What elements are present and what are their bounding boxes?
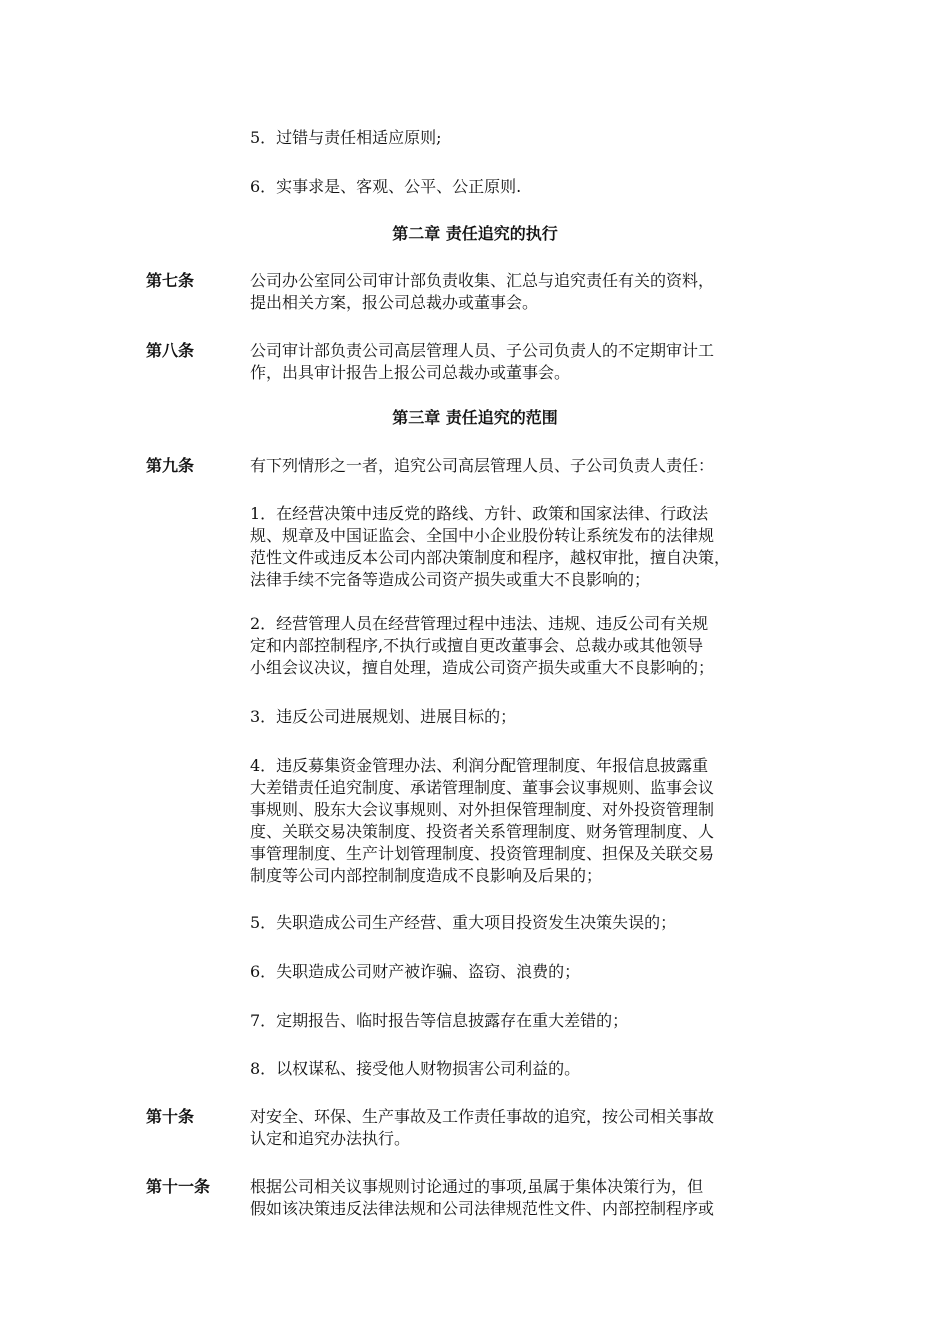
article-9-item-7 (250, 1010, 820, 1032)
text-line: 大差错责任追究制度、承诺管理制度、董事会议事规则、监事会议 (250, 778, 715, 797)
text-line: 2．经营管理人员在经营管理过程中违法、违规、违反公司有关规 (250, 614, 709, 633)
text-line: 7．定期报告、临时报告等信息披露存在重大差错的； (250, 1011, 629, 1030)
article-8-label: 第八条 (146, 341, 195, 360)
text-line: 公司办公室同公司审计部负责收集、汇总与追究责任有关的资料， (250, 271, 715, 290)
text-line: 事管理制度、生产计划管理制度、投资管理制度、担保及关联交易 (250, 844, 715, 863)
article-9-item-1 (250, 503, 820, 591)
article-9-item-4 (250, 755, 820, 887)
article-9-item-2 (250, 613, 820, 679)
principle-item-5: 5．过错与责任相适应原则; (250, 128, 442, 147)
text-line: 度、关联交易决策制度、投资者关系管理制度、财务管理制度、人 (250, 822, 715, 841)
text-line: 事规则、股东大会议事规则、对外担保管理制度、对外投资管理制 (250, 800, 715, 819)
text-line: 3．违反公司进展规划、进展目标的； (250, 707, 517, 726)
article-9-item-5 (250, 912, 820, 934)
article-9-label: 第九条 (146, 456, 195, 475)
article-9-item-6 (250, 961, 820, 983)
article-11-label: 第十一条 (146, 1177, 211, 1196)
article-8-text (250, 340, 820, 384)
text-line: 8．以权谋私、接受他人财物损害公司利益的。 (250, 1059, 581, 1078)
article-10-text (250, 1106, 820, 1150)
text-line: 6．失职造成公司财产被诈骗、盗窃、浪费的； (250, 962, 581, 981)
article-7-text (250, 270, 820, 314)
article-9-item-3 (250, 706, 820, 728)
article-10-label: 第十条 (146, 1107, 195, 1126)
chapter-2-title: 第二章 责任追究的执行 (392, 224, 558, 243)
text-line: 假如该决策违反法律法规和公司法律规范性文件、内部控制程序或 (250, 1199, 715, 1218)
text-line: 小组会议决议，擅自处理，造成公司资产损失或重大不良影响的； (250, 658, 715, 677)
text-line: 范性文件或违反本公司内部决策制度和程序，越权审批，擅自决策， (250, 548, 731, 567)
text-line: 规、规章及中国证监会、全国中小企业股份转让系统发布的法律规 (250, 526, 715, 545)
text-line: 4．违反募集资金管理办法、利润分配管理制度、年报信息披露重 (250, 756, 709, 775)
text-line: 对安全、环保、生产事故及工作责任事故的追究，按公司相关事故 (250, 1107, 715, 1126)
text-line: 提出相关方案，报公司总裁办或董事会。 (250, 293, 539, 312)
text-line: 定和内部控制程序,不执行或擅自更改董事会、总裁办或其他领导 (250, 636, 704, 655)
text-line: 制度等公司内部控制制度造成不良影响及后果的； (250, 866, 603, 885)
article-7-label: 第七条 (146, 271, 195, 290)
text-line: 5．失职造成公司生产经营、重大项目投资发生决策失误的； (250, 913, 677, 932)
text-line: 根据公司相关议事规则讨论通过的事项,虽属于集体决策行为，但 (250, 1177, 704, 1196)
principle-item-6: 6．实事求是、客观、公平、公正原则. (250, 177, 522, 196)
text-line: 1．在经营决策中违反党的路线、方针、政策和国家法律、行政法 (250, 504, 709, 523)
article-11-text (250, 1176, 820, 1220)
chapter-3-title: 第三章 责任追究的范围 (392, 408, 558, 427)
text-line: 法律手续不完备等造成公司资产损失或重大不良影响的； (250, 570, 651, 589)
text-line: 认定和追究办法执行。 (250, 1129, 411, 1148)
text-line: 公司审计部负责公司高层管理人员、子公司负责人的不定期审计工 (250, 341, 715, 360)
text-line: 作，出具审计报告上报公司总裁办或董事会。 (250, 363, 571, 382)
text-line: 有下列情形之一者，追究公司高层管理人员、子公司负责人责任： (250, 456, 715, 475)
article-9-item-8 (250, 1058, 820, 1080)
article-9-intro (250, 455, 820, 477)
